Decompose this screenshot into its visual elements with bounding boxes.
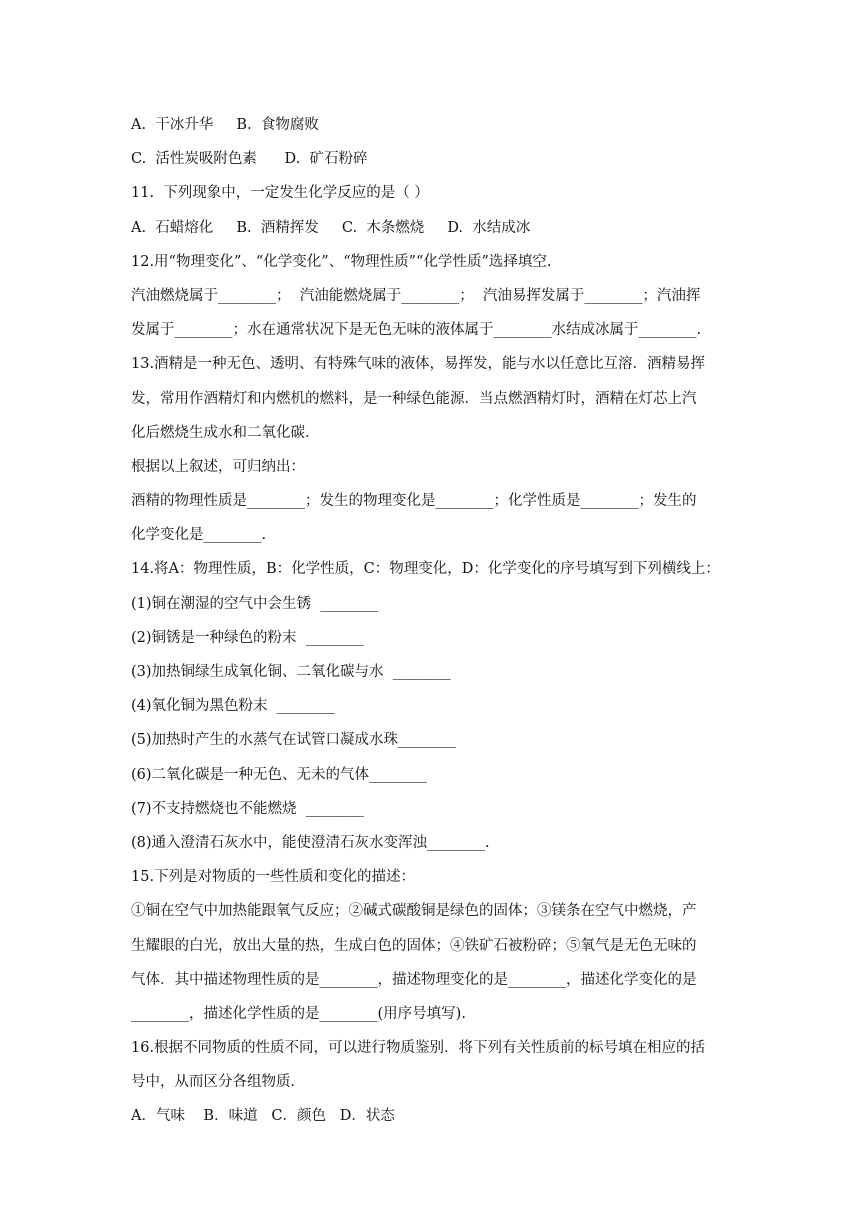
line-question-15: 15.下列是对物质的一些性质和变化的描述： — [131, 869, 416, 886]
line-question-12-part-1: 汽油燃烧属于________； 汽油能燃烧属于________； 汽油易挥发属于________；汽油挥 — [131, 287, 701, 304]
line-question-14-item-8: (8)通入澄清石灰水中，能使澄清石灰水变浑浊________. — [131, 834, 490, 851]
line-question-12: 12.用“物理变化”、“化学变化”、“物理性质”“化学性质”选择填空. — [131, 253, 552, 270]
line-question-14-item-2: (2)铜锈是一种绿色的粉末 ________ — [131, 629, 364, 646]
line-options-11: A. 石蜡熔化 B. 酒精挥发 C. 木条燃烧 D. 水结成冰 — [131, 219, 531, 236]
line-question-16-options: A．气味 B．味道 C．颜色 D．状态 — [131, 1108, 395, 1125]
line-question-13-blanks-2: 化学变化是________. — [131, 527, 267, 544]
line-question-16: 16.根据不同物质的性质不同，可以进行物质鉴别．将下列有关性质前的标号填在相应的括 — [131, 1040, 706, 1057]
line-question-14-item-5: (5)加热时产生的水蒸气在试管口凝成水珠________ — [131, 732, 457, 749]
line-question-15-part-1: ①铜在空气中加热能跟氧气反应；②碱式碳酸铜是绿色的固体；③镁条在空气中燃烧，产 — [131, 903, 697, 920]
line-question-16-part-2: 号中，从而区分各组物质． — [131, 1074, 305, 1091]
line-question-13-part-2: 发，常用作酒精灯和内燃机的燃料，是一种绿色能源．当点燃酒精灯时，酒精在灯芯上汽 — [131, 390, 697, 407]
line-question-14-item-3: (3)加热铜绿生成氧化铜、二氧化碳与水 ________ — [131, 664, 451, 680]
line-question-13: 13.酒精是一种无色、透明、有特殊气味的液体，易挥发，能与水以任意比互溶．酒精易挥 — [131, 356, 706, 373]
line-question-15-part-4: ________，描述化学性质的是________(用序号填写). — [131, 1005, 466, 1022]
line-question-14-item-4: (4)氧化铜为黑色粉末 ________ — [131, 698, 335, 715]
line-question-15-part-2: 生耀眼的白光，放出大量的热，生成白色的固体；④铁矿石被粉碎；⑤氧气是无色无味的 — [131, 937, 697, 954]
document-body — [131, 108, 731, 1134]
line-question-13-part-3: 化后燃烧生成水和二氧化碳． — [131, 424, 320, 441]
line-question-14: 14.将A：物理性质，B：化学性质，C：物理变化，D：化学变化的序号填写到下列横线上： — [131, 561, 720, 578]
line-option-10-cd: C. 活性炭吸附色素 D. 矿石粉碎 — [131, 151, 368, 168]
line-question-13-blanks-1: 酒精的物理性质是________；发生的物理变化是________；化学性质是________；发生的 — [131, 493, 697, 510]
line-option-10-ab: A. 干冰升华 B. 食物腐败 — [131, 117, 319, 133]
line-question-13-summary: 根据以上叙述，可归纳出： — [131, 458, 305, 475]
line-question-11: 11. 下列现象中，一定发生化学反应的是（ ） — [131, 185, 429, 202]
line-question-14-item-7: (7)不支持燃烧也不能燃烧 ________ — [131, 800, 364, 817]
line-question-12-part-2: 发属于________；水在通常状况下是无色无味的液体属于________水结成冰属于________. — [131, 322, 702, 339]
line-question-14-item-6: (6)二氧化碳是一种无色、无未的气体________ — [131, 766, 428, 783]
line-question-15-part-3: 气体．其中描述物理性质的是________，描述物理变化的是________，描述化学变化的是 — [131, 971, 697, 988]
line-question-14-item-1: (1)铜在潮湿的空气中会生锈 ________ — [131, 595, 379, 612]
